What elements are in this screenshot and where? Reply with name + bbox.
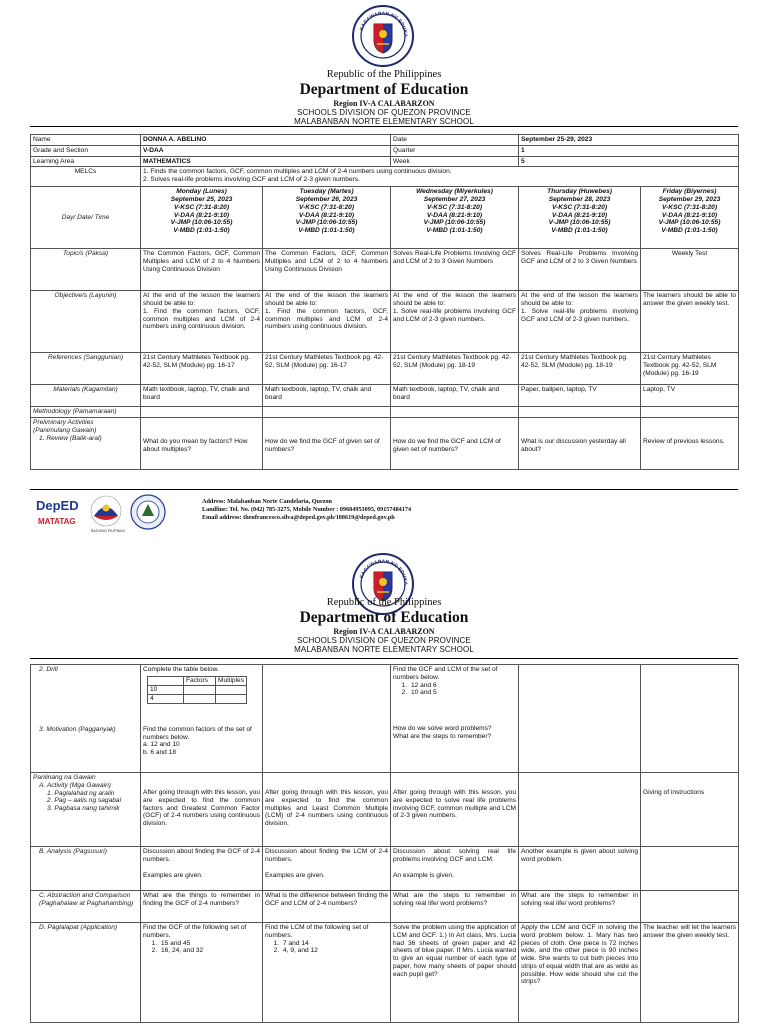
objective-intro: At the end of the lesson the learners should be able to: <box>393 292 516 308</box>
lesson-plan-table-continued <box>30 664 739 1023</box>
letterhead <box>0 69 768 126</box>
methodology-label: Methodology (Pamamaraan) <box>31 407 141 418</box>
schedule-slot: V-DAA (8:21-9:10) <box>551 211 608 219</box>
day-tuesday <box>263 187 391 249</box>
materials-label: Materials (Kagamitan) <box>31 385 141 407</box>
area-label: Learning Area <box>31 156 141 167</box>
day-name: Tuesday (Martes) <box>299 188 354 196</box>
application-cell: The teacher will let the learners answer the given weekly test. <box>641 923 739 1023</box>
department-title: Department of Education <box>299 609 469 627</box>
abstraction-cell: What are the things to remember in finding the GCF of 2-4 numbers? <box>141 891 263 923</box>
drill-table-header: Factors <box>184 676 216 685</box>
day-friday <box>641 187 739 249</box>
topic-cell: The Common Factors, GCF, Common Multiples and LCM of 2 to 4 Numbers Using Continuous Division <box>141 249 263 291</box>
application-instruction: Find the LCM of the following set of numbers. <box>265 924 369 939</box>
abstraction-cell: What is the difference between finding the GCF and LCM of 2-4 numbers? <box>263 891 391 923</box>
analysis-note: Examples are given. <box>143 871 203 879</box>
drill-motivation-labels <box>31 665 141 773</box>
drill-table <box>147 676 247 704</box>
region-text: Region IV-A CALABARZON <box>333 98 435 108</box>
application-cell: Solve the problem using the application of LCM and GCF. 1.) In Art class, Mrs. Lucia had 36 sheets of green paper and 42 sheets of blue paper. If Mrs. Lucia wanted to give an equal number of each type of paper, how many sheets of paper should each pupil get? <box>391 923 519 1023</box>
objective-cell <box>519 291 641 353</box>
page-two <box>0 550 768 1024</box>
day-name: Thursday (Huwebes) <box>547 188 612 196</box>
analysis-note: An example is given. <box>393 871 454 879</box>
deped-matatag-logo-icon <box>34 494 194 534</box>
reference-cell: 21st Century Mathletes Textbook pg. 42-52, SLM (Module) pg. 18-19 <box>391 353 519 385</box>
application-label: D. Paglalapat (Application) <box>31 923 141 1023</box>
analysis-cell <box>141 847 263 891</box>
schedule-slot: V-DAA (8:21-9:10) <box>661 211 718 219</box>
objective-cell: The learners should be able to answer the given weekly test. <box>641 291 739 353</box>
analysis-text: Discussion about finding the LCM of 2-4 numbers. <box>265 848 388 863</box>
schedule-slot: V-MBD (1:01-1:50) <box>173 227 230 235</box>
drill-monday-cell <box>141 665 263 773</box>
landline-line: Landline: Tel. No. (042) 785-3275, Mobile Number : 09684953095, 09157484174 <box>202 506 412 514</box>
main-activities-label: Panlinang na Gawain <box>33 774 96 781</box>
quarter-value: 1 <box>519 145 739 156</box>
day-date: September 25, 2023 <box>170 196 233 204</box>
analysis-text: Discussion about solving real life problems involving GCF and LCM. <box>393 848 516 863</box>
material-cell: Laptop, TV <box>641 385 739 407</box>
motivation-item: a. 12 and 10 <box>143 741 180 749</box>
abstraction-cell: What are the steps to remember in solving real life/ word problems? <box>391 891 519 923</box>
topic-cell: Solves Real-Life Problems Involving GCF and LCM of 2 to 3 Given Numbers <box>391 249 519 291</box>
drill-table-header: Multiples <box>216 676 247 685</box>
week-value: 5 <box>519 156 739 167</box>
schedule-slot: V-DAA (8:21-9:10) <box>298 211 355 219</box>
date-label: Date <box>391 135 519 146</box>
motivation-label: 3. Motivation (Pagganyak) <box>39 725 116 733</box>
motivation-text: How do we solve word problems? <box>393 725 492 733</box>
objective-intro: At the end of the lesson the learners should be able to: <box>143 292 260 308</box>
schedule-slot: V-MBD (1:01-1:50) <box>426 227 483 235</box>
schedule-slot: V-KSC (7:31-8:20) <box>173 203 230 211</box>
motivation-text: Find the common factors of the set of numbers below. <box>143 725 252 741</box>
name-label: Name <box>31 135 141 146</box>
activity-sub: 2. Pag – aalis ng sagabal <box>47 797 122 805</box>
objective-item: 1. Find the common factors, GCF, common multiples and LCM of 2-4 numbers using continuous division. <box>143 307 260 331</box>
review-cell: How do we find the GCF and LCM of given set of numbers? <box>391 418 519 470</box>
analysis-label: B. Analysis (Pagsusuri) <box>31 847 141 891</box>
melc-item: 2. Solves real-life problems involving GCF and LCM of 2-3 given numbers. <box>143 176 360 184</box>
department-title: Department of Education <box>299 81 469 99</box>
drill-instruction: Find the GCF and LCM of the set of numbers below. <box>393 666 498 681</box>
address-line: Address: Malabanban Norte Candelaria, Quezon <box>202 498 333 505</box>
application-item: 1. 15 and 45 <box>159 940 260 948</box>
application-item: 2. 4, 9, and 12 <box>281 947 388 955</box>
melcs-label: MELCs <box>31 167 141 187</box>
drill-list-item: 1. 12 and 6 <box>409 682 516 690</box>
material-cell: Paper, ballpen, laptop, TV <box>519 385 641 407</box>
drill-tuesday-cell <box>263 665 391 773</box>
footer-logos <box>34 494 194 539</box>
motivation-item: b. 6 and 18 <box>143 749 176 757</box>
application-cell <box>141 923 263 1023</box>
lesson-plan-table <box>30 134 739 470</box>
footer <box>30 488 738 538</box>
teacher-name: DONNA A. ABELINO <box>141 135 391 146</box>
application-item: 2. 16, 24, and 32 <box>159 947 260 955</box>
objective-item: 1. Solve real-life problems involving GCF and LCM of 2-3 given numbers. <box>393 307 516 323</box>
reference-cell: 21st Century Mathletes Textbook pg. 42-52, SLM (Module) pg. 16-17 <box>141 353 263 385</box>
objective-intro: At the end of the lesson the learners should be able to: <box>265 292 388 308</box>
analysis-cell <box>641 847 739 891</box>
schedule-slot: V-DAA (8:21-9:10) <box>426 211 483 219</box>
prelim-label-cell <box>31 418 141 470</box>
drill-label: 2. Drill <box>39 666 58 673</box>
day-name: Wednesday (Miyerkules) <box>416 188 493 196</box>
review-cell: How do we find the GCF of given set of numbers? <box>263 418 391 470</box>
week-label: Week <box>391 156 519 167</box>
objective-cell <box>391 291 519 353</box>
material-cell: Math textbook, laptop, TV, chalk and board <box>263 385 391 407</box>
drill-friday-cell <box>641 665 739 773</box>
reference-cell: 21st Century Mathletes Textbook pg. 42-52, SLM (Module) pg. 16-17 <box>263 353 391 385</box>
activity-sub: 3. Pagbasa nang tahimik <box>47 805 120 813</box>
objective-item: 1. Find the common factors, GCF, common multiples and LCM of 2-4 numbers using continuous division. <box>265 307 388 331</box>
activity-cell: After going through with this lesson, you are expected to solve real life problems involving GCF, common multiple and LCM of 2-3 given numbers. <box>391 773 519 847</box>
analysis-cell <box>263 847 391 891</box>
melcs-content <box>141 167 739 187</box>
abstraction-cell <box>641 891 739 923</box>
day-monday <box>141 187 263 249</box>
day-date: September 28, 2023 <box>548 196 611 204</box>
deped-seal-icon <box>351 4 415 68</box>
schedule-slot: V-KSC (7:31-8:20) <box>661 203 718 211</box>
motivation-text: What are the steps to remember? <box>393 732 492 740</box>
day-wednesday <box>391 187 519 249</box>
activity-sub: 1. Paglalahad ng aralin <box>47 789 115 797</box>
objective-cell <box>141 291 263 353</box>
schedule-slot: V-JMP (10:06-10:55) <box>658 219 721 227</box>
reference-cell: 21st Century Mathletes Textbook pg. 42-52, SLM (Module) pg. 16-19 <box>641 353 739 385</box>
review-label: 1. Review (Balik-aral) <box>39 434 102 442</box>
application-cell: Apply the LCM and GCF in solving the word problem below. 1. Mary has two pieces of cloth. One piece is 72 inches wide, and the other piece is 90 inches wide. She wants to cut both pieces into strips of equal width that are as wide as possible. How wide should she cut the strips? <box>519 923 641 1023</box>
area-value: MATHEMATICS <box>141 156 391 167</box>
daytime-label: Day/ Date/ Time <box>31 187 141 249</box>
topic-cell: Solves Real-Life Problems Involving GCF and LCM of 2 to 3 Given Numbers <box>519 249 641 291</box>
application-list <box>281 940 388 956</box>
republic-text: Republic of the Philippines <box>326 597 442 608</box>
seal-text: KAGAWARAN NG EDUKA <box>358 10 409 38</box>
grade-label: Grade and Section <box>31 145 141 156</box>
drill-list <box>409 682 516 698</box>
material-cell: Math textbook, laptop, TV, chalk and board <box>141 385 263 407</box>
schedule-slot: V-KSC (7:31-8:20) <box>551 203 608 211</box>
schedule-slot: V-JMP (10:06-10:55) <box>423 219 486 227</box>
republic-text: Republic of the Philippines <box>326 69 442 80</box>
school-text: MALABANBAN NORTE ELEMENTARY SCHOOL <box>294 117 474 127</box>
division-text: SCHOOLS DIVISION OF QUEZON PROVINCE <box>297 636 471 646</box>
melc-item: 1. Finds the common factors, GCF, common multiples and LCM of 2-4 numbers using continuous division. <box>143 168 452 176</box>
day-date: September 29, 2023 <box>658 196 721 204</box>
application-item: 1. 7 and 14 <box>281 940 388 948</box>
day-date: September 27, 2023 <box>423 196 486 204</box>
reference-cell: 21st Century Mathletes Textbook pg. 42-52, SLM (Module) pg. 18-19 <box>519 353 641 385</box>
abstraction-cell: What are the steps to remember in solving real life/ word problems? <box>519 891 641 923</box>
quarter-label: Quarter <box>391 145 519 156</box>
grade-value: V-DAA <box>141 145 391 156</box>
schedule-slot: V-MBD (1:01-1:50) <box>551 227 608 235</box>
activity-cell <box>519 773 641 847</box>
review-cell: Review of previous lessons. <box>641 418 739 470</box>
division-text: SCHOOLS DIVISION OF QUEZON PROVINCE <box>297 108 471 118</box>
objectives-label: Objective/s (Layunin) <box>31 291 141 353</box>
topic-cell: Weekly Test <box>641 249 739 291</box>
topic-cell: The Common Factors, GCF, Common Multiples and LCM of 2 to 4 Numbers Using Continuous Division <box>263 249 391 291</box>
drill-list-item: 2. 10 and 5 <box>409 689 516 697</box>
schedule-slot: V-JMP (10:06-10:55) <box>295 219 358 227</box>
application-instruction: Find the GCF of the following set of numbers. <box>143 924 247 939</box>
drill-wednesday-cell <box>391 665 519 773</box>
day-name: Friday (Biyernes) <box>662 188 717 196</box>
schedule-slot: V-JMP (10:06-10:55) <box>548 219 611 227</box>
abstraction-label: C. Abstraction and Comparison (Paghahalaw at Paghahambing) <box>31 891 141 923</box>
analysis-text: Another example is given about solving word problem. <box>521 848 638 863</box>
drill-instruction: Complete the table below. <box>143 666 219 673</box>
drill-table-row-label: 4 <box>148 694 184 703</box>
application-list <box>159 940 260 956</box>
drill-thursday-cell <box>519 665 641 773</box>
objective-cell <box>263 291 391 353</box>
application-cell <box>263 923 391 1023</box>
objective-intro: At the end of the lesson the learners should be able to: <box>521 292 638 308</box>
bagong-pilipinas-text: BAGONG PILIPINAS <box>91 529 125 533</box>
seal-text: KAGAWARAN NG EDUKA <box>358 558 409 586</box>
schedule-slot: V-JMP (10:06-10:55) <box>170 219 233 227</box>
analysis-cell <box>519 847 641 891</box>
letterhead <box>0 597 768 654</box>
activity-cell: After going through with this lesson, you are expected to find the common multiples and Least Common Multiple (LCM) of 2-4 numbers using continuous division. <box>263 773 391 847</box>
analysis-text: Discussion about finding the GCF of 2-4 numbers. <box>143 848 260 863</box>
material-cell: Math textbook, laptop, TV, chalk and board <box>391 385 519 407</box>
date-value: September 25-29, 2023 <box>519 135 739 146</box>
activity-cell: After going through with this lesson, you are expected to find the common factors and Greatest Common Factor (GCF) of 2-4 numbers using continuous division. <box>141 773 263 847</box>
day-date: September 26, 2023 <box>295 196 358 204</box>
day-thursday <box>519 187 641 249</box>
header-rule <box>30 658 738 659</box>
analysis-cell <box>391 847 519 891</box>
prelim-sublabel: (Panimulang Gawain) <box>33 426 97 434</box>
deped-logo-text: DepED <box>36 498 79 513</box>
prelim-label: Preliminary Activities <box>33 419 94 427</box>
analysis-note: Examples are given. <box>265 871 325 879</box>
header-rule <box>30 126 738 127</box>
drill-table-row-label: 10 <box>148 685 184 694</box>
schedule-slot: V-KSC (7:31-8:20) <box>426 203 483 211</box>
footer-address <box>202 498 411 522</box>
day-name: Monday (Lunes) <box>176 188 227 196</box>
schedule-slot: V-DAA (8:21-9:10) <box>173 211 230 219</box>
email-line: Email address: thenfrancesco.silva@deped.gov.ph/108619@deped.gov.ph <box>202 514 395 522</box>
objective-item: 1. Solve real-life problems involving GCF and LCM of 2-3 given numbers. <box>521 307 638 323</box>
region-text: Region IV-A CALABARZON <box>333 626 435 636</box>
topics-label: Topic/s (Paksa) <box>31 249 141 291</box>
schedule-slot: V-MBD (1:01-1:50) <box>298 227 355 235</box>
schedule-slot: V-MBD (1:01-1:50) <box>661 227 718 235</box>
drill-table-corner <box>148 676 184 685</box>
school-text: MALABANBAN NORTE ELEMENTARY SCHOOL <box>294 645 474 655</box>
review-cell: What do you mean by factors? How about multiples? <box>141 418 263 470</box>
activity-label-cell <box>31 773 141 847</box>
activity-cell: Giving of instructions <box>641 773 739 847</box>
matatag-logo-text: MATATAG <box>38 517 76 526</box>
review-cell: What is our discussion yesterday all about? <box>519 418 641 470</box>
schedule-slot: V-KSC (7:31-8:20) <box>298 203 355 211</box>
activity-label: A. Activity (Mga Gawain) <box>39 781 111 789</box>
references-label: References (Sanggunian) <box>31 353 141 385</box>
